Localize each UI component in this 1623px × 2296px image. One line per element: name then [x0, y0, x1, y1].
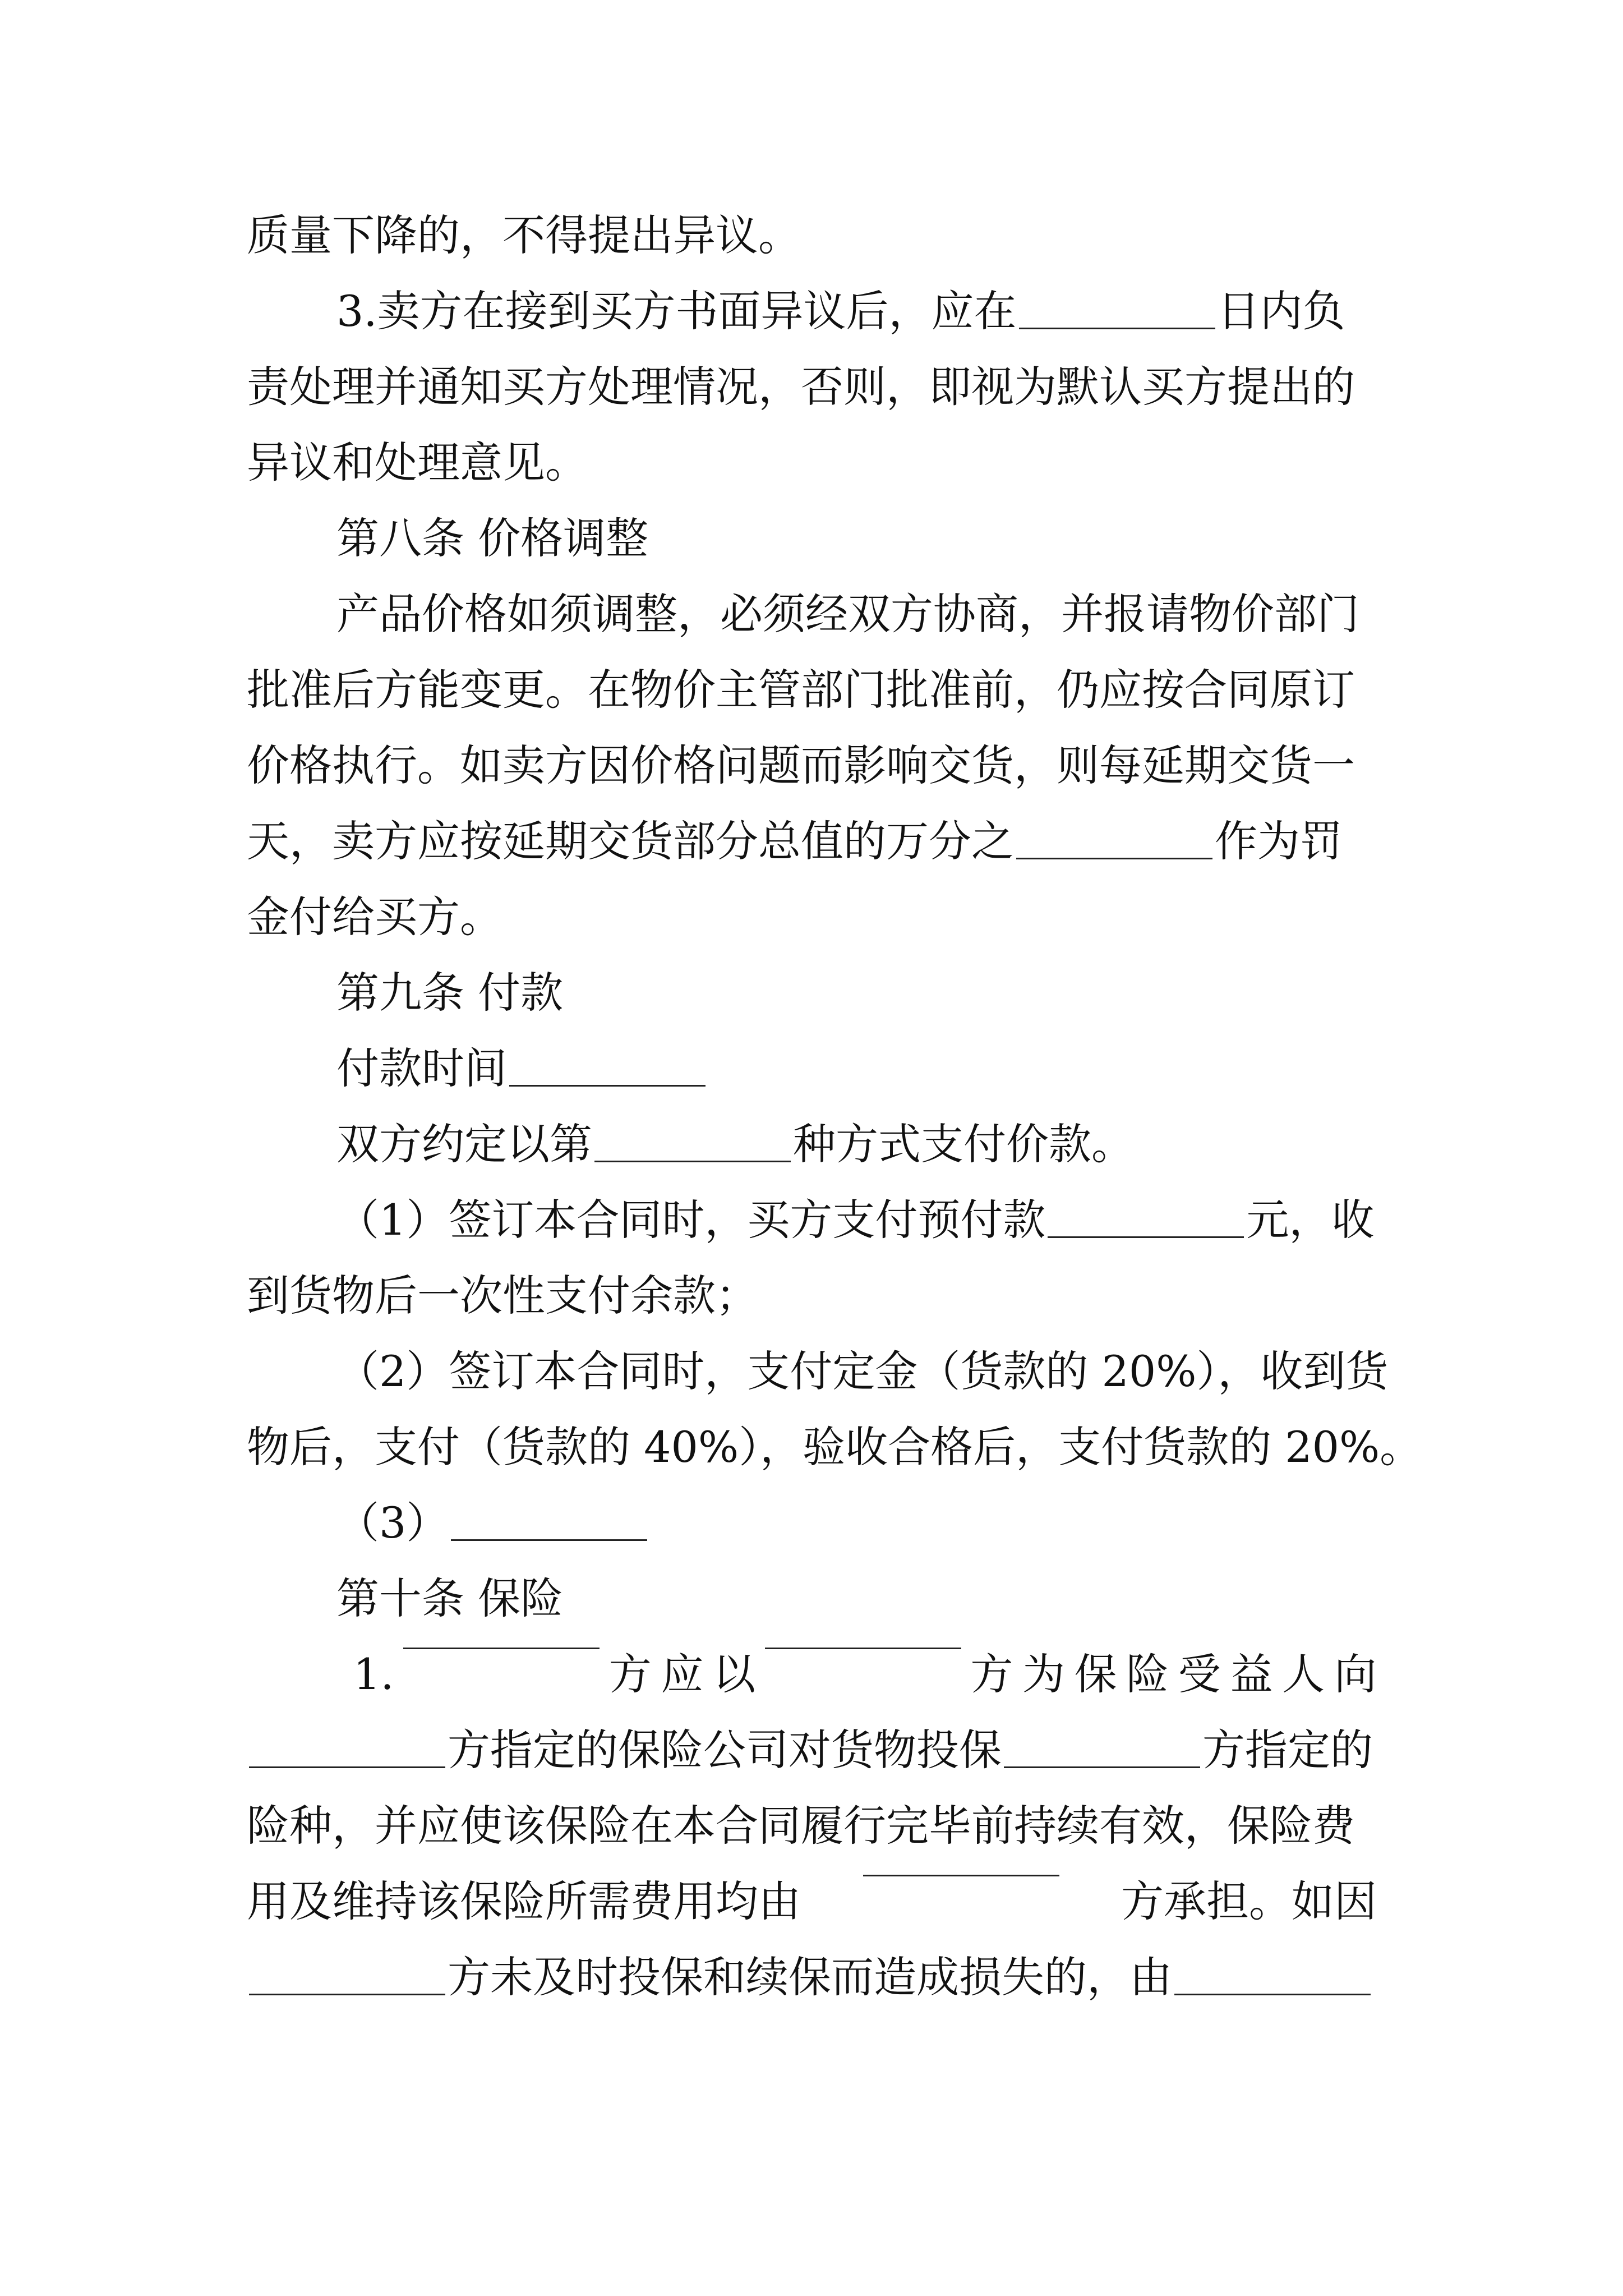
heading-text: 第九条 付款 — [336, 968, 564, 1018]
text-line — [247, 738, 1355, 794]
text-segment: 3.卖方在接到买方书面异议后，应在 — [336, 286, 1017, 336]
text-segment: （2）签订本合同时，支付定金（货款的 20%），收到货 — [336, 1346, 1389, 1396]
section-heading — [336, 510, 648, 567]
text-segment: 以 — [713, 1649, 756, 1699]
text-segment: 产品价格如须调整，必须经双方协商，并报请物价部门 — [336, 589, 1359, 639]
text-segment: 物后，支付（货款的 40%），验收合格后，支付货款的 20%。 — [247, 1422, 1423, 1472]
text-segment: 天，卖方应按延期交货部分总值的万分之 — [247, 816, 1014, 866]
text-segment: 方指定的保险公司对货物投保 — [448, 1725, 1002, 1775]
text-segment: 日内负 — [1217, 286, 1345, 336]
text-line — [247, 1419, 1422, 1475]
text-line — [336, 1495, 649, 1551]
fill-in-blank — [1004, 1765, 1200, 1768]
text-segment: 1. — [353, 1649, 394, 1699]
text-segment: （3） — [336, 1498, 449, 1548]
text-line — [336, 586, 1359, 642]
text-segment: 方 — [608, 1649, 652, 1699]
text-segment: 方指定的 — [1202, 1725, 1373, 1775]
fill-in-blank — [249, 1993, 445, 1995]
text-line — [247, 359, 1355, 415]
text-line — [247, 208, 801, 264]
text-segment: 双方约定以第 — [336, 1119, 592, 1169]
text-segment: 用及维持该保险所需费用均由 — [247, 1876, 801, 1926]
text-segment: 方 — [970, 1649, 1013, 1699]
text-line — [247, 1949, 1373, 2005]
text-segment: 异议和处理意见。 — [247, 438, 588, 487]
text-segment: 保 — [1074, 1649, 1117, 1699]
text-line — [247, 662, 1355, 718]
text-segment: 金付给买方。 — [247, 892, 502, 942]
fill-in-blank — [1019, 326, 1215, 329]
text-segment: 付款时间 — [336, 1043, 507, 1093]
text-segment: 受 — [1178, 1649, 1221, 1699]
text-line — [247, 813, 1343, 869]
fill-in-blank — [451, 1538, 647, 1541]
text-line — [353, 1646, 1377, 1703]
text-segment: 应 — [661, 1649, 704, 1699]
text-line — [247, 1268, 758, 1324]
text-line — [247, 1722, 1373, 1778]
text-segment: 到货物后一次性支付余款； — [247, 1271, 758, 1320]
fill-in-blank — [1174, 1993, 1371, 1995]
text-line — [336, 1192, 1374, 1248]
text-segment: 方未及时投保和续保而造成损失的，由 — [448, 1952, 1172, 2002]
fill-in-blank — [863, 1874, 1059, 1876]
heading-text: 第十条 保险 — [336, 1573, 564, 1623]
text-segment: 人 — [1282, 1649, 1325, 1699]
text-segment: 险 — [1126, 1649, 1169, 1699]
fill-in-blank — [765, 1646, 961, 1649]
text-segment: 方承担。如因 — [1121, 1876, 1377, 1926]
text-line — [336, 283, 1345, 339]
fill-in-blank — [1048, 1235, 1244, 1238]
text-segment: 向 — [1334, 1649, 1377, 1699]
text-line — [247, 1874, 1377, 1930]
text-segment: 益 — [1230, 1649, 1273, 1699]
text-segment: 价格执行。如卖方因价格问题而影响交货，则每延期交货一 — [247, 740, 1355, 790]
text-line — [247, 889, 502, 945]
text-segment: 作为罚 — [1215, 816, 1343, 866]
text-segment: 责处理并通知买方处理情况，否则，即视为默认买方提出的 — [247, 362, 1355, 412]
text-segment: 险种，并应使该保险在本合同履行完毕前持续有效，保险费 — [247, 1801, 1355, 1851]
text-line — [336, 1116, 1134, 1172]
text-segment: （1）签订本合同时，买方支付预付款 — [336, 1195, 1046, 1245]
text-segment: 元，收 — [1246, 1195, 1375, 1245]
fill-in-blank — [249, 1765, 445, 1768]
text-line — [247, 1798, 1355, 1854]
text-segment: 种方式支付价款。 — [793, 1119, 1134, 1169]
heading-text: 第八条 价格调整 — [336, 513, 649, 563]
text-segment: 质量下降的，不得提出异议。 — [247, 210, 801, 260]
text-segment: 批准后方能变更。在物价主管部门批准前，仍应按合同原订 — [247, 665, 1355, 715]
fill-in-blank — [594, 1159, 791, 1162]
section-heading — [336, 965, 563, 1021]
text-segment: 为 — [1022, 1649, 1065, 1699]
text-line — [336, 1343, 1388, 1400]
fill-in-blank — [509, 1084, 706, 1087]
text-line — [336, 1041, 708, 1097]
section-heading — [336, 1571, 563, 1627]
fill-in-blank — [403, 1646, 600, 1649]
text-line — [247, 435, 588, 491]
fill-in-blank — [1016, 857, 1212, 859]
